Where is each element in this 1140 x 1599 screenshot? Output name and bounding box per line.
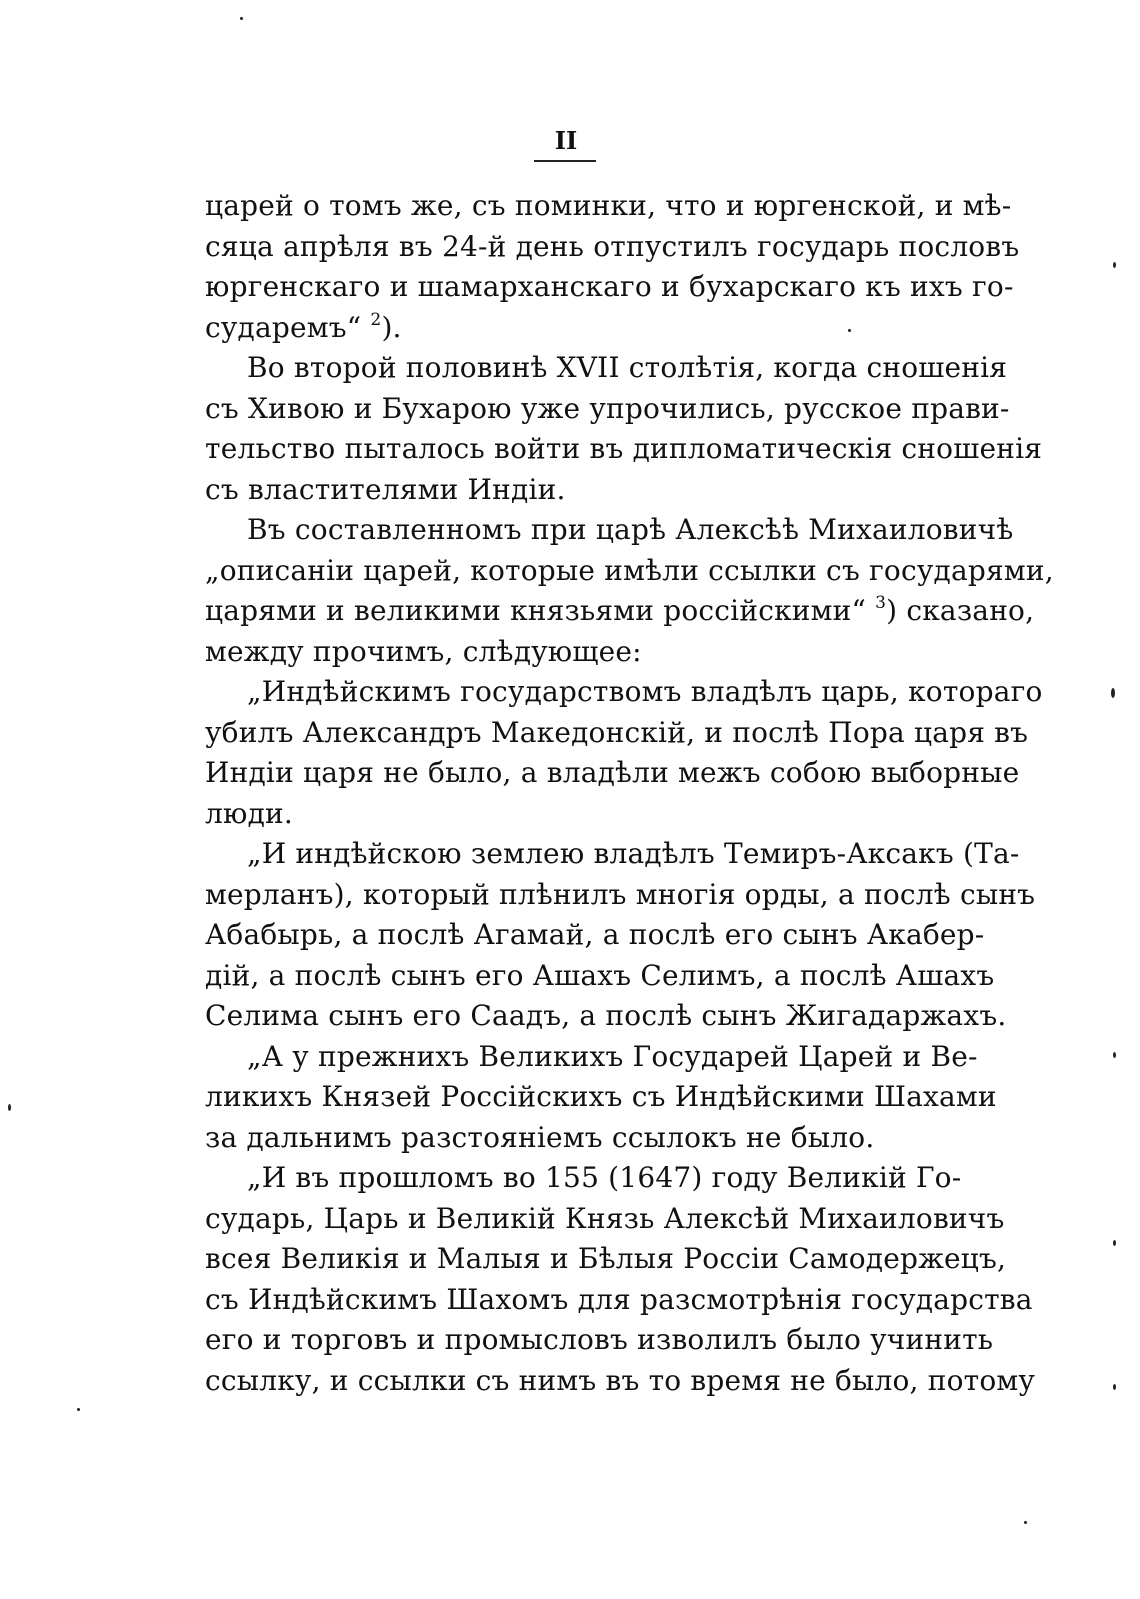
- page-number-rule: [534, 160, 596, 162]
- page-number: II: [554, 126, 578, 155]
- text-line: „И индѣйскою землею владѣлъ Темиръ-Аксакъ (Та-: [247, 837, 1020, 870]
- text-line: его и торговъ и промысловъ изволилъ было учинить: [205, 1323, 994, 1356]
- paragraph: [205, 834, 1036, 1037]
- text-line: ликихъ Князей Россійскихъ съ Индѣйскими Шахами: [205, 1080, 997, 1113]
- text-line: Въ составленномъ при царѣ Алексѣѣ Михаиловичѣ: [247, 513, 1014, 546]
- footnote-marker: 2: [370, 309, 382, 330]
- scan-speck: [1111, 688, 1115, 698]
- text-line: между прочимъ, слѣдующее:: [205, 634, 642, 668]
- paragraph: [205, 1158, 1036, 1401]
- text-line: „И въ прошломъ во 155 (1647) году Великій Го-: [247, 1161, 962, 1194]
- text-line: тельство пыталось войти въ дипломатическія сношенія: [205, 432, 1043, 465]
- text-line: юргенскаго и шамарханскаго и бухарскаго къ ихъ го-: [205, 270, 1014, 303]
- scan-speck: [848, 329, 851, 332]
- text-line: царями и великими князьями россійскими“ $^3$) сказано,: [205, 593, 1035, 627]
- text-line: „А у прежнихъ Великихъ Государей Царей и Ве-: [247, 1039, 978, 1073]
- scan-speck: [1113, 1384, 1116, 1390]
- paragraph: [205, 510, 1054, 672]
- scan-speck: [1113, 262, 1116, 268]
- scan-speck: [1024, 1521, 1027, 1524]
- text-line: Абабырь, а послѣ Агамай, а послѣ его сынъ Акабер-: [205, 918, 985, 951]
- scan-speck: [1113, 1052, 1116, 1058]
- text-line: сударь, Царь и Великій Князь Алексѣй Михаиловичъ: [205, 1201, 1005, 1235]
- text-line: Во второй половинѣ XVII столѣтія, когда сношенія: [247, 351, 1008, 384]
- text-line: дій, а послѣ сынъ его Ашахъ Селимъ, а послѣ Ашахъ: [205, 958, 995, 992]
- paragraph: [205, 186, 1020, 348]
- text-line: убилъ Александръ Македонскій, и послѣ Пора царя въ: [205, 715, 1029, 749]
- scan-speck: [77, 1408, 80, 1411]
- scan-speck: [240, 17, 243, 20]
- text-line: царей о томъ же, съ поминки, что и юргенской, и мѣ-: [205, 189, 1012, 222]
- text-line: Индіи царя не было, а владѣли межъ собою выборные: [205, 756, 1020, 789]
- text-line: мерланъ), который плѣнилъ многія орды, а послѣ сынъ: [205, 877, 1036, 911]
- text-line: съ Индѣйскимъ Шахомъ для разсмотрѣнія государства: [205, 1282, 1033, 1316]
- text-line: люди.: [205, 796, 293, 830]
- scan-speck: [8, 1104, 11, 1111]
- text-line: за дальнимъ разстояніемъ ссылокъ не было.: [205, 1120, 875, 1154]
- text-line: Селима сынъ его Саадъ, а послѣ сынъ Жигадаржахъ.: [205, 999, 1007, 1032]
- body-text: [205, 186, 1054, 1401]
- paragraph: [205, 672, 1043, 834]
- text-line: ссылку, и ссылки съ нимъ въ то время не было, потому: [205, 1363, 1036, 1397]
- text-line: сяца апрѣля въ 24-й день отпустилъ государь пословъ: [205, 229, 1020, 263]
- footnote-marker: 3: [875, 593, 887, 613]
- text-line: „описаніи царей, которые имѣли ссылки съ государями,: [205, 553, 1054, 587]
- paragraph: [205, 1037, 997, 1159]
- text-line: всея Великія и Малыя и Бѣлыя Россіи Самодержецъ,: [205, 1242, 1007, 1275]
- text-line: съ властителями Индіи.: [205, 472, 566, 506]
- text-line: съ Хивою и Бухарою уже упрочились, русское прави-: [205, 391, 1010, 425]
- paragraph: [205, 348, 1043, 510]
- text-line: сударемъ“ $^2$).: [205, 309, 402, 344]
- text-line: „Индѣйскимъ государствомъ владѣлъ царь, котораго: [247, 675, 1043, 708]
- scan-speck: [1113, 1240, 1116, 1246]
